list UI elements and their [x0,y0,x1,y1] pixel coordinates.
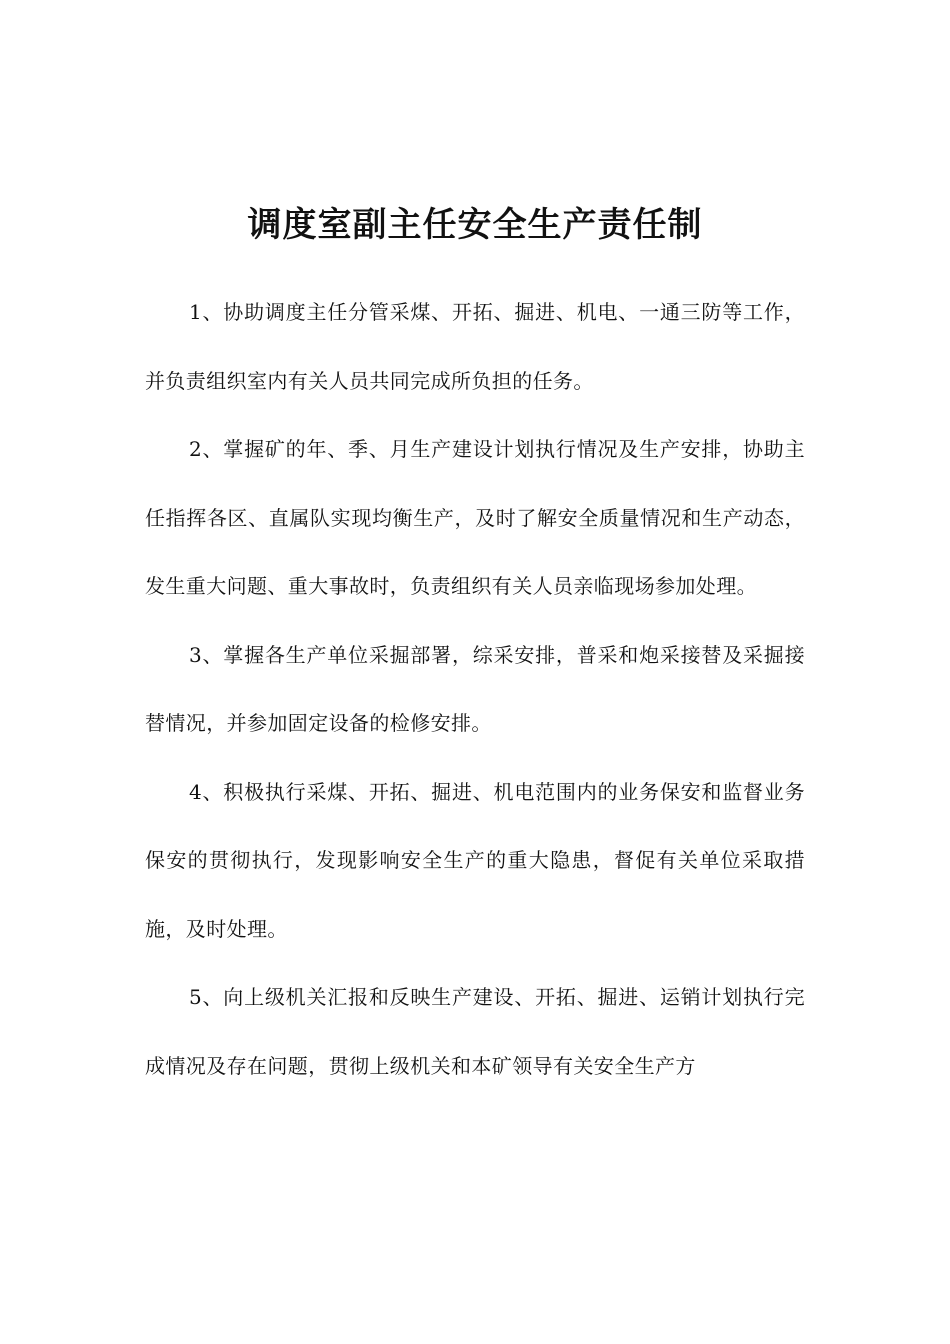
paragraph-5: 5、向上级机关汇报和反映生产建设、开拓、掘进、运销计划执行完成情况及存在问题，贯彻上级机关和本矿领导有关安全生产方 [145,985,805,1078]
paragraph-3: 3、掌握各生产单位采掘部署，综采安排，普采和炮采接替及采掘接替情况，并参加固定设备的检修安排。 [145,642,805,735]
document-body [145,278,805,1100]
paragraph-4: 4、积极执行采煤、开拓、掘进、机电范围内的业务保安和监督业务保安的贯彻执行，发现影响安全生产的重大隐患，督促有关单位采取措施，及时处理。 [145,779,805,941]
paragraph-2: 2、掌握矿的年、季、月生产建设计划执行情况及生产安排，协助主任指挥各区、直属队实现均衡生产，及时了解安全质量情况和生产动态，发生重大问题、重大事故时，负责组织有关人员亲临现场参加处理。 [145,437,805,598]
paragraph-1: 1、协助调度主任分管采煤、开拓、掘进、机电、一通三防等工作，并负责组织室内有关人员共同完成所负担的任务。 [145,300,805,393]
document-title: 调度室副主任安全生产责任制 [247,205,703,245]
